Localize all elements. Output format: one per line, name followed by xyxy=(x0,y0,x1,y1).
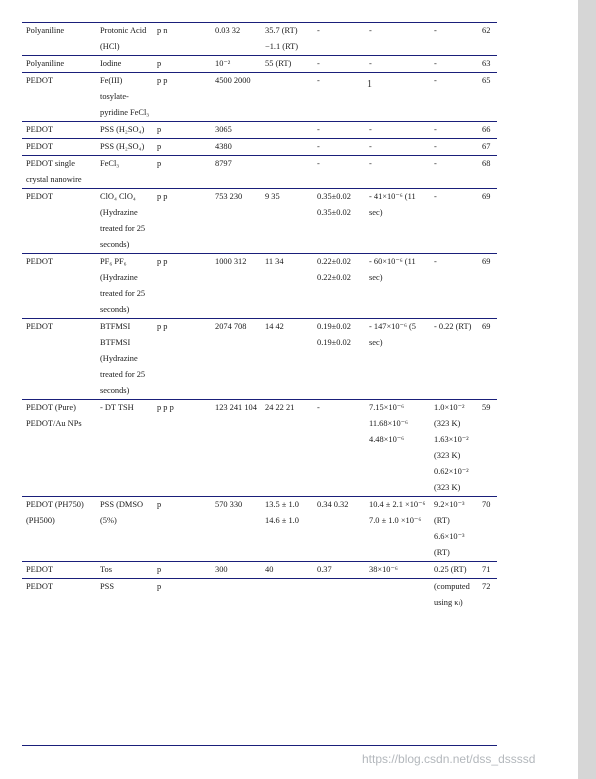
table-cell xyxy=(261,73,313,122)
table-cell: PEDOT (PH750) (PH500) xyxy=(22,497,96,562)
table-cell: 9.2×10⁻³ (RT) 6.6×10⁻³ (RT) xyxy=(430,497,478,562)
table-cell: 1000 312 xyxy=(211,254,261,319)
table-cell: p n xyxy=(153,23,211,56)
table-cell: PEDOT xyxy=(22,189,96,254)
table-cell: p p xyxy=(153,254,211,319)
table-cell xyxy=(261,156,313,189)
table-cell: - xyxy=(365,56,430,73)
table-cell: Fe(III) tosylate-pyridine FeCl₃ xyxy=(96,73,153,122)
table-row xyxy=(22,400,497,497)
table-cell: PSS (DMSO (5%) xyxy=(96,497,153,562)
stray-mark: 1 xyxy=(367,79,372,90)
table-cell: - xyxy=(313,73,365,122)
scrollbar-track[interactable] xyxy=(578,0,596,779)
table-cell: 69 xyxy=(478,254,497,319)
table-cell: 24 22 21 xyxy=(261,400,313,497)
table-cell xyxy=(211,579,261,612)
table-row xyxy=(22,254,497,319)
table-cell: PEDOT (Pure) PEDOT/Au NPs xyxy=(22,400,96,497)
table-cell: 3065 xyxy=(211,122,261,139)
table-cell: 0.03 32 xyxy=(211,23,261,56)
table-cell: - 41×10⁻⁶ (11 sec) xyxy=(365,189,430,254)
table-cell: PSS (H₂SO₄) xyxy=(96,139,153,156)
table-cell: 2074 708 xyxy=(211,319,261,400)
table-row xyxy=(22,73,497,122)
table-cell: - xyxy=(365,23,430,56)
table-cell: PEDOT xyxy=(22,122,96,139)
table-cell: 35.7 (RT) −1.1 (RT) xyxy=(261,23,313,56)
table-cell: - xyxy=(313,400,365,497)
table-cell: - xyxy=(365,156,430,189)
table-cell: 70 xyxy=(478,497,497,562)
table-cell: - xyxy=(430,139,478,156)
table-cell: 0.35±0.02 0.35±0.02 xyxy=(313,189,365,254)
table-cell: 69 xyxy=(478,319,497,400)
table-cell: 40 xyxy=(261,562,313,579)
table-cell: 63 xyxy=(478,56,497,73)
table-cell: 0.25 (RT) xyxy=(430,562,478,579)
table-cell: - xyxy=(430,156,478,189)
table-cell: p xyxy=(153,139,211,156)
table-cell: PSS xyxy=(96,579,153,612)
table-cell: Polyaniline xyxy=(22,56,96,73)
table-cell: 753 230 xyxy=(211,189,261,254)
table-cell: 123 241 104 xyxy=(211,400,261,497)
table-row xyxy=(22,562,497,579)
table-cell: - xyxy=(313,56,365,73)
table-cell: p p xyxy=(153,73,211,122)
table-cell: - xyxy=(430,189,478,254)
table-cell: p xyxy=(153,122,211,139)
table-cell: p xyxy=(153,156,211,189)
table-cell: 9 35 xyxy=(261,189,313,254)
table-cell: - xyxy=(430,73,478,122)
table-cell: p p p xyxy=(153,400,211,497)
table-row xyxy=(22,189,497,254)
table-cell: 67 xyxy=(478,139,497,156)
table-cell: - xyxy=(430,254,478,319)
table-cell: PEDOT xyxy=(22,562,96,579)
table-cell: 10⁻² xyxy=(211,56,261,73)
table-cell: 7.15×10⁻⁶ 11.68×10⁻⁶ 4.48×10⁻⁶ xyxy=(365,400,430,497)
table-row xyxy=(22,497,497,562)
table-cell: 0.34 0.32 xyxy=(313,497,365,562)
table-cell: Iodine xyxy=(96,56,153,73)
table-cell: p xyxy=(153,497,211,562)
table-cell: FeCl₃ xyxy=(96,156,153,189)
table-cell: Protonic Acid (HCl) xyxy=(96,23,153,56)
table-cell: 55 (RT) xyxy=(261,56,313,73)
bottom-rule xyxy=(22,745,497,746)
table-cell: PEDOT single crystal nanowire xyxy=(22,156,96,189)
table-cell xyxy=(261,579,313,612)
table-cell: 68 xyxy=(478,156,497,189)
table-cell: Polyaniline xyxy=(22,23,96,56)
table-cell: - xyxy=(313,122,365,139)
table-cell: 14 42 xyxy=(261,319,313,400)
table-body xyxy=(22,23,497,612)
watermark: https://blog.csdn.net/dss_dssssd xyxy=(362,752,536,766)
table-cell: 11 34 xyxy=(261,254,313,319)
table-cell: 0.22±0.02 0.22±0.02 xyxy=(313,254,365,319)
table-cell: - xyxy=(313,23,365,56)
table-cell: 69 xyxy=(478,189,497,254)
table-cell: - xyxy=(430,122,478,139)
table-cell: - 147×10⁻⁶ (5 sec) xyxy=(365,319,430,400)
table-row xyxy=(22,319,497,400)
table-cell: 4500 2000 xyxy=(211,73,261,122)
table-cell: PEDOT xyxy=(22,73,96,122)
table-cell: - xyxy=(365,139,430,156)
table-row xyxy=(22,56,497,73)
table-cell: 13.5 ± 1.0 14.6 ± 1.0 xyxy=(261,497,313,562)
table-cell: - DT TSH xyxy=(96,400,153,497)
table-cell: 38×10⁻⁶ xyxy=(365,562,430,579)
table-cell: p xyxy=(153,56,211,73)
table-cell: PEDOT xyxy=(22,579,96,612)
table-cell xyxy=(261,122,313,139)
table-cell: PSS (H₂SO₄) xyxy=(96,122,153,139)
table-row xyxy=(22,122,497,139)
table-row xyxy=(22,156,497,189)
table-cell: 65 xyxy=(478,73,497,122)
table-row xyxy=(22,139,497,156)
table-cell: - xyxy=(313,156,365,189)
table-cell: - xyxy=(430,56,478,73)
table-cell: 300 xyxy=(211,562,261,579)
table-cell xyxy=(261,139,313,156)
table-cell xyxy=(365,73,430,122)
table-cell: p p xyxy=(153,189,211,254)
table-cell: 570 330 xyxy=(211,497,261,562)
table-cell: p xyxy=(153,579,211,612)
table-cell: 0.19±0.02 0.19±0.02 xyxy=(313,319,365,400)
table-cell: 0.37 xyxy=(313,562,365,579)
table-cell xyxy=(313,579,365,612)
table-cell: PEDOT xyxy=(22,319,96,400)
table-cell: PF₆ PF₆ (Hydrazine treated for 25 seconds) xyxy=(96,254,153,319)
table-cell: - 60×10⁻⁶ (11 sec) xyxy=(365,254,430,319)
table-cell: - xyxy=(365,122,430,139)
table-cell: 62 xyxy=(478,23,497,56)
table-cell: 10.4 ± 2.1 ×10⁻⁶ 7.0 ± 1.0 ×10⁻⁶ xyxy=(365,497,430,562)
table-cell: 4380 xyxy=(211,139,261,156)
table-cell: p xyxy=(153,562,211,579)
table-cell: 71 xyxy=(478,562,497,579)
table-cell: PEDOT xyxy=(22,139,96,156)
table-cell: 66 xyxy=(478,122,497,139)
table-row xyxy=(22,579,497,612)
table-cell xyxy=(365,579,430,612)
table-cell: p p xyxy=(153,319,211,400)
data-table xyxy=(22,22,497,611)
table-cell: BTFMSI BTFMSI (Hydrazine treated for 25 seconds) xyxy=(96,319,153,400)
table-cell: PEDOT xyxy=(22,254,96,319)
table-cell: ClO₄ ClO₄ (Hydrazine treated for 25 seconds) xyxy=(96,189,153,254)
table-cell: 8797 xyxy=(211,156,261,189)
table-cell: 72 xyxy=(478,579,497,612)
table-cell: - xyxy=(430,23,478,56)
table-cell: - xyxy=(313,139,365,156)
table-cell: 59 xyxy=(478,400,497,497)
table-cell: - 0.22 (RT) xyxy=(430,319,478,400)
table-cell: (computed using κₗ) xyxy=(430,579,478,612)
table-cell: 1.0×10⁻² (323 K) 1.63×10⁻² (323 K) 0.62×10⁻² (323 K) xyxy=(430,400,478,497)
table-row xyxy=(22,23,497,56)
table-cell: Tos xyxy=(96,562,153,579)
